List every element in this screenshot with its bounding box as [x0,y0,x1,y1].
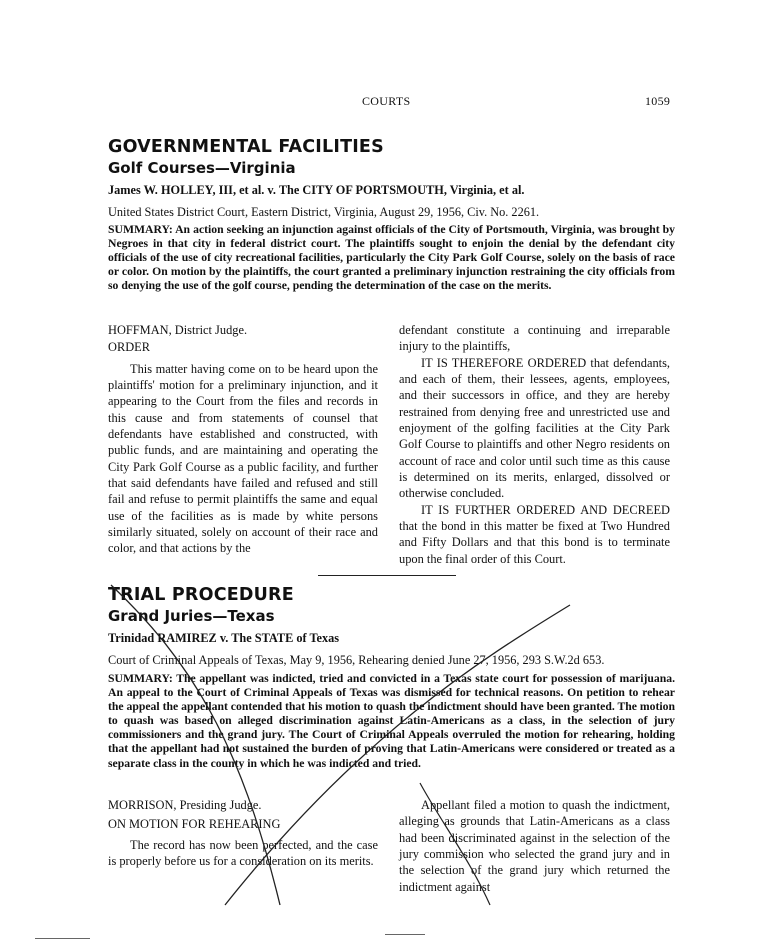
case-summary: SUMMARY: An action seeking an injunction against officials of the City of Portsmouth, Virginia, was brought by Negroes in that city in federal district court. The plaintiffs sought to enjoin the denial by the defendant city officials of the use of city recreational facilities, particularly the City Park Golf Course, solely on the basis of race or color. On motion by the plaintiffs, the court granted a preliminary injunction restraining the city officials from so denying the use of the golf course, pending the determination of the case on the merits. [108,223,675,293]
section-subtitle: Golf Courses—Virginia [108,159,296,177]
scan-artifact [385,934,425,935]
opinion-paragraph: The record has now been perfected, and the case is properly before us for a consideration on its merits. [108,837,378,869]
strike-line [111,585,280,905]
opinion-paragraph: defendant constitute a continuing and irreparable injury to the plaintiffs, [399,323,670,354]
court-citation: United States District Court, Eastern District, Virginia, August 29, 1956, Civ. No. 2261. [108,205,540,219]
opinion-paragraph: Appellant filed a motion to quash the indictment, alleging as grounds that Latin-Americans as a class had been discriminated against in the selection of the jury commission who selected the grand jury and in the selection of the grand jury which returned the indictment against [399,798,670,894]
section-title: TRIAL PROCEDURE [108,585,294,605]
motion-heading: ON MOTION FOR REHEARING [108,817,281,832]
order-heading: ORDER [108,340,150,355]
strike-line [225,605,570,905]
section-subtitle: Grand Juries—Texas [108,607,275,625]
opinion-paragraph: This matter having come on to be heard upon the plaintiffs' motion for a preliminary injunction, and it appearing to the Court from the files and records in this cause and from statements of counsel that defendants have established and constructed, with public funds, and are maintaining and operating the City Park Golf Course as a public facility, and further that said defendants have failed and refused and still fail and refuse to permit plaintiffs the same and equal use of the facilities as is made by white persons similarly situated, solely on account of their race and color, and that actions by the [108,361,378,556]
order-paragraph: IT IS FURTHER ORDERED AND DECREED that the bond in this matter be fixed at Two Hundred and Fifty Dollars and that this bond is to terminate upon the final order of this Court. [399,502,670,566]
scan-artifact [35,938,90,939]
judge-name: MORRISON, Presiding Judge. [108,798,262,812]
case-parties: James W. HOLLEY, III, et al. v. The CITY OF PORTSMOUTH, Virginia, et al. [108,183,525,197]
judge-name: HOFFMAN, District Judge. [108,323,248,337]
court-citation: Court of Criminal Appeals of Texas, May 9, 1956, Rehearing denied June 27, 1956, 293 S.W.2d 653. [108,653,605,667]
case-parties: Trinidad RAMIREZ v. The STATE of Texas [108,631,340,645]
running-header: COURTS [362,94,411,108]
page-number: 1059 [645,94,671,108]
case-summary: SUMMARY: The appellant was indicted, tried and convicted in a Texas state court for possession of marijuana. An appeal to the Court of Criminal Appeals of Texas was dismissed for technical reasons. On petition to rehear the appeal the appellant contended that his motion to quash the indictment should have been granted. The motion to quash was based on alleged discrimination against Latin-Americans as a class, in the selection of jury commissioners and the grand jury. The Court of Criminal Appeals overruled the motion for rehearing, holding that the appellant had not sustained the burden of proving that Latin-Americans were considered or treated as a separate class in the county in which he was indicted and tried. [108,672,675,770]
section-title: GOVERNMENTAL FACILITIES [108,137,384,157]
order-paragraph: IT IS THEREFORE ORDERED that defendants, and each of them, their lessees, agents, employees, and their successors in office, and they are hereby restrained from denying free and unrestricted use and enjoyment of the golfing facilities at the City Park Golf Course to plaintiffs and other Negro residents on account of race and color until such time as this cause is determined on its merits, enlarged, dissolved or otherwise concluded. [399,355,670,501]
strike-line [420,783,490,905]
